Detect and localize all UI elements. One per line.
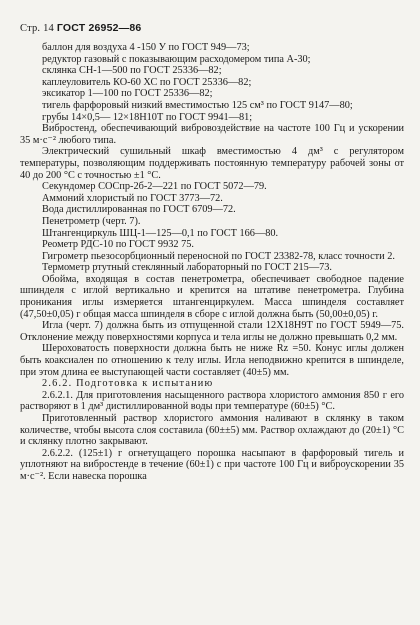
list-item: редуктор газовый с показывающим расходомером типа А-30; (42, 53, 311, 65)
list-item: грубы 14×0,5— 12×18Н10Т по ГОСТ 9941—81; (42, 111, 253, 123)
list-item: склянка СН-1—500 по ГОСТ 25336—82; (42, 65, 222, 77)
paragraph: Термометр ртутный стеклянный лабораторный по ГОСТ 215—73. (42, 262, 333, 274)
list-item: эксикатор 1—100 по ГОСТ 25336—82; (42, 88, 213, 100)
page-header (20, 22, 141, 34)
paragraph: Обойма, входящая в состав пенетрометра, обеспечивает свободное падение шпинделя с иглой вертикально и крепится на штативе пенетрометра. Глубина проникания иглы измеряется штангенциркулем. Масса шпинделя составляет (47,50±0,05) г общая масса шпинделя в сборе с иглой должна быть (50,00±0,05) г. (20, 273, 404, 320)
paragraph: 2.6.2.1. Для приготовления насыщенного раствора хлористого аммония 850 г его растворяют в 1 дм³ дистиллированной воды при температуре (60±5) °С. (20, 389, 404, 413)
list-item: баллон для воздуха 4 -150 У по ГОСТ 949—73; (42, 42, 250, 53)
paragraph: Штангенциркуль ШЦ-1—125—0,1 по ГОСТ 166—80. (42, 227, 279, 239)
paragraph: Реометр РДС-10 по ГОСТ 9932 75. (42, 239, 194, 251)
page-number: Стр. 14 (20, 23, 54, 34)
paragraph: Игла (черт. 7) должна быть из отпущенной стали 12Х18Н9Т по ГОСТ 5949—75. Отклонение между поверхностями корпуса и тела иглы не должно превышать 0,2 мм. (20, 320, 404, 343)
list-item: тигель фарфоровый низкий вместимостью 125 см³ по ГОСТ 9147—80; (42, 99, 353, 111)
paragraph: Приготовленный раствор хлористого аммония наливают в склянку в таком количестве, чтобы высота слоя составила (60±±5) мм. Раствор охлаждают до (20±1) °С и склянку плотно закрывают. (20, 413, 404, 448)
paragraph: Вода дистиллированная по ГОСТ 6709—72. (42, 204, 236, 216)
paragraph: Секундомер СОСпр-2б-2—221 по ГОСТ 5072—79. (42, 181, 267, 193)
paragraph: Вибростенд, обеспечивающий вибровоздействие на частоте 100 Гц и ускорении 35 м·с⁻² любого типа. (20, 123, 404, 146)
paragraph: Электрический сушильный шкаф вместимостью 4 дм³ с регулятором температуры, позволяющим поддерживать постоянную температуру рабочей зоны от 40 до 200 °С с точностью ±1 °С. (20, 146, 404, 181)
paragraph: Пенетрометр (черт. 7). (42, 215, 141, 227)
paragraph: Шероховатость поверхности должна быть не ниже Rz =50. Конус иглы должен быть коаксиален по отношению к телу иглы. Игла неподвижно крепится в шпинделе, при этом длина ее выступающей части составляет (40±5) мм. (20, 343, 404, 378)
paragraph: Гигрометр пьезосорбционный переносной по ГОСТ 23382-78, класс точности 2. (42, 250, 395, 262)
paragraph: 2.6.2.2. (125±1) г огнетущащего порошка насыпают в фарфоровый тигель и уплотняют на вибростенде в течение (60±1) с при частоте 100 Гц и виброускорении 35 м·с⁻². Если навеска порошка (20, 447, 404, 482)
body-text (20, 42, 404, 483)
section-heading: 2.6.2. Подготовка к испытанию (42, 378, 214, 390)
paragraph: Аммоний хлористый по ГОСТ 3773—72. (42, 192, 223, 204)
list-item: каплеуловитель КО-60 ХС по ГОСТ 25336—82; (42, 76, 252, 88)
standard-code: ГОСТ 26952—86 (56, 22, 142, 34)
